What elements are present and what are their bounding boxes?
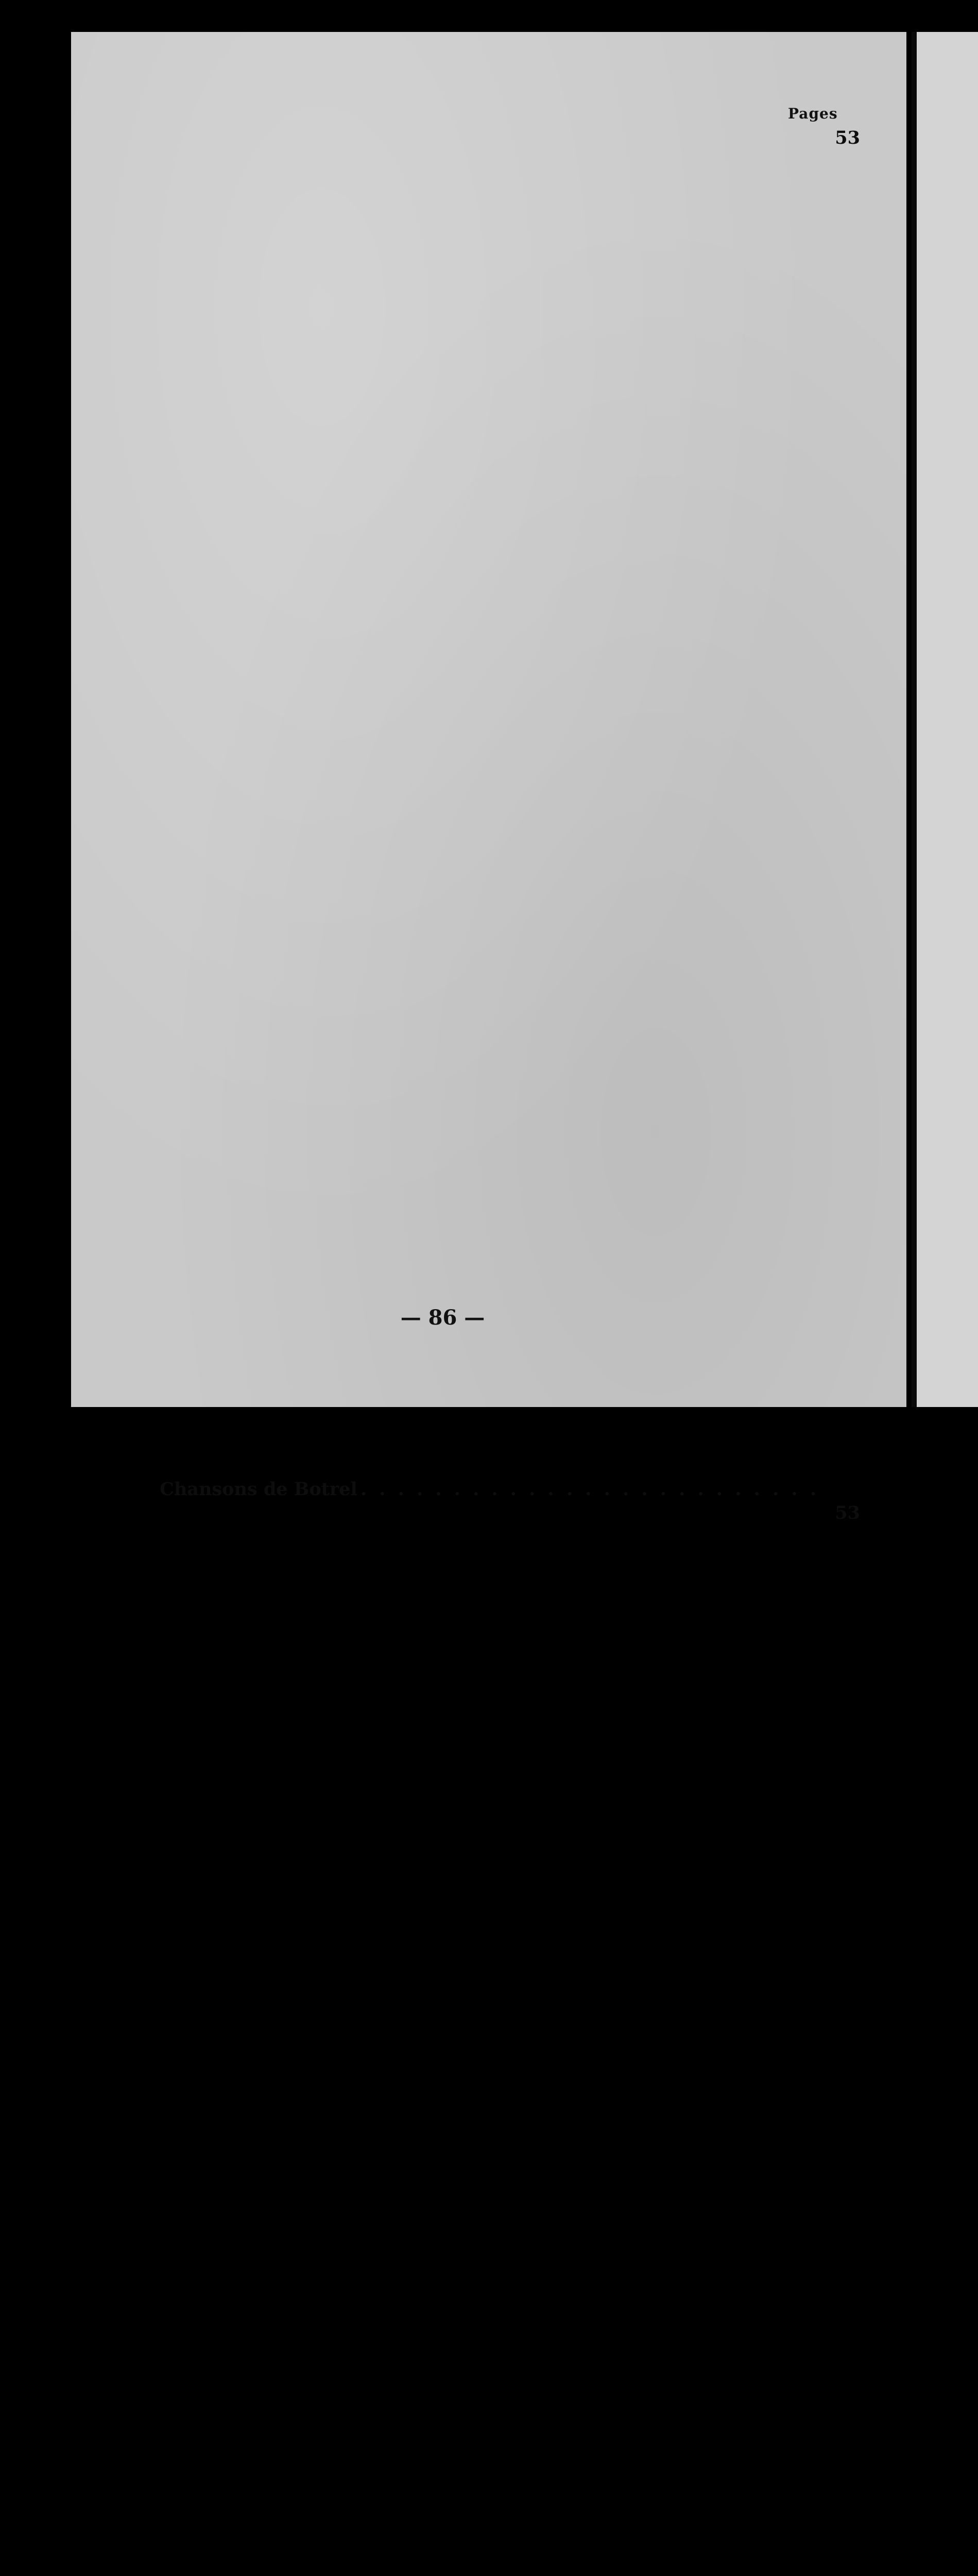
page-number: — 86 —: [400, 1306, 485, 1330]
index-group: [160, 126, 860, 2576]
page-footer: [0, 1306, 978, 1330]
entry-page-number: 53: [835, 127, 860, 148]
entry-title: Chansons de Botrel: [160, 1479, 357, 1500]
index-entry: [160, 1501, 860, 2576]
index-list: [160, 126, 860, 2576]
page-gutter: [912, 32, 917, 1407]
dot-leader: [361, 1478, 828, 1501]
entry-page-number: 53: [835, 1502, 860, 1523]
index-entry: [160, 126, 860, 1501]
pages-column-header: Pages: [788, 105, 838, 122]
facing-page-edge: [917, 32, 978, 1407]
